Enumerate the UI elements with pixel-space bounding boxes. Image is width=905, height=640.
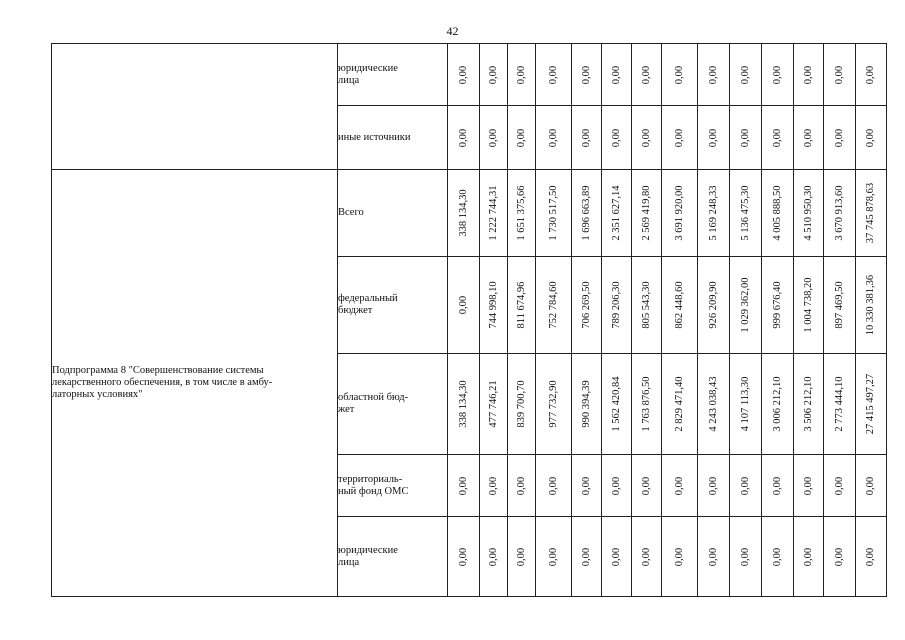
value-text: 0,00 (707, 128, 719, 147)
value-cell (794, 170, 824, 257)
value-cell (730, 170, 762, 257)
value-cell (602, 455, 632, 517)
value-cell (824, 257, 856, 354)
funding-source-label: федеральный бюджет (338, 293, 398, 316)
value-text: 0,00 (707, 547, 719, 566)
value-text: 3 006 212,10 (771, 376, 783, 432)
value-text: 2 829 471,40 (673, 376, 685, 432)
value-text: 811 674,96 (515, 281, 527, 329)
value-text: 5 169 248,33 (707, 185, 719, 241)
value-text: 0,00 (865, 128, 876, 147)
value-text: 0,00 (457, 128, 469, 147)
value-cell (536, 455, 572, 517)
value-text: 338 134,30 (457, 189, 469, 237)
value-cell (794, 44, 824, 106)
value-cell (602, 354, 632, 455)
value-cell (730, 44, 762, 106)
value-cell (794, 106, 824, 170)
value-cell (856, 257, 887, 354)
value-text: 5 136 475,30 (739, 185, 751, 241)
program-name-cell: Подпрограмма 8 "Совершенствование системы лекарственного обеспечения, в том числе в амбу- латорных условиях" (52, 170, 338, 597)
funding-source-cell (338, 106, 448, 170)
value-text: 0,00 (610, 65, 622, 84)
value-cell (662, 257, 698, 354)
value-cell (632, 170, 662, 257)
funding-source-label: территориаль- ный фонд ОМС (338, 473, 409, 497)
value-text: 990 394,39 (580, 380, 592, 428)
value-text: 0,00 (580, 128, 592, 147)
value-text: 10 330 381,36 (865, 274, 876, 336)
value-text: 0,00 (640, 547, 652, 566)
value-text: 0,00 (771, 476, 783, 495)
value-text: 0,00 (771, 128, 783, 147)
value-cell (508, 106, 536, 170)
value-cell (480, 455, 508, 517)
value-cell (536, 517, 572, 597)
funding-source-label: областной бюд- жет (338, 392, 409, 415)
value-text: 839 700,70 (515, 380, 527, 428)
funding-source-cell (338, 170, 448, 257)
value-cell (632, 106, 662, 170)
value-text: 0,00 (457, 65, 469, 84)
value-cell (794, 354, 824, 455)
funding-source-cell (338, 44, 448, 106)
value-cell (730, 455, 762, 517)
value-text: 0,00 (707, 476, 719, 495)
value-text: 1 730 517,50 (547, 185, 559, 241)
value-text: 1 763 876,50 (640, 376, 652, 432)
value-cell (572, 257, 602, 354)
value-cell (824, 354, 856, 455)
value-cell (572, 170, 602, 257)
value-cell (662, 170, 698, 257)
value-cell (698, 354, 730, 455)
value-cell (508, 517, 536, 597)
value-text: 0,00 (833, 547, 845, 566)
value-text: 0,00 (673, 547, 685, 566)
value-text: 3 691 920,00 (673, 185, 685, 241)
value-cell (698, 44, 730, 106)
value-cell (508, 257, 536, 354)
value-text: 0,00 (515, 128, 527, 147)
value-cell (632, 455, 662, 517)
funding-source-label: иные источники (338, 131, 411, 143)
value-text: 0,00 (771, 65, 783, 84)
value-cell (448, 354, 480, 455)
value-text: 0,00 (487, 476, 499, 495)
value-text: 0,00 (515, 547, 527, 566)
value-text: 0,00 (640, 476, 652, 495)
value-cell (602, 517, 632, 597)
value-cell (698, 257, 730, 354)
value-cell (480, 517, 508, 597)
value-text: 0,00 (833, 128, 845, 147)
value-cell (536, 170, 572, 257)
funding-source-label: юридические лица (338, 62, 398, 86)
value-text: 0,00 (487, 128, 499, 147)
value-text: 3 506 212,10 (802, 376, 814, 432)
value-cell (572, 517, 602, 597)
value-text: 4 005 888,50 (771, 185, 783, 241)
value-text: 37 745 878,63 (865, 182, 876, 244)
value-cell (856, 106, 887, 170)
value-cell (508, 354, 536, 455)
value-cell (536, 257, 572, 354)
value-text: 926 209,90 (707, 281, 719, 329)
value-cell (572, 354, 602, 455)
value-text: 706 269,50 (580, 281, 592, 329)
value-cell (698, 455, 730, 517)
value-cell (794, 517, 824, 597)
value-cell (448, 517, 480, 597)
value-text: 0,00 (833, 65, 845, 84)
value-text: 0,00 (802, 128, 814, 147)
value-cell (730, 257, 762, 354)
value-cell (824, 170, 856, 257)
value-text: 0,00 (547, 128, 559, 147)
value-text: 0,00 (865, 476, 876, 495)
value-cell (662, 354, 698, 455)
value-cell (632, 44, 662, 106)
value-cell (448, 106, 480, 170)
value-text: 4 510 950,30 (802, 185, 814, 241)
value-text: 1 029 362,00 (739, 277, 751, 333)
value-cell (572, 455, 602, 517)
value-cell (662, 517, 698, 597)
value-cell (730, 106, 762, 170)
program-name-cell (52, 44, 338, 170)
table-row (52, 170, 887, 257)
value-text: 752 784,60 (547, 281, 559, 329)
value-text: 0,00 (802, 547, 814, 566)
funding-source-cell (338, 257, 448, 354)
value-cell (762, 517, 794, 597)
value-text: 0,00 (640, 128, 652, 147)
value-text: 0,00 (515, 65, 527, 84)
value-cell (698, 517, 730, 597)
value-cell (698, 170, 730, 257)
funding-source-cell (338, 455, 448, 517)
value-cell (856, 517, 887, 597)
value-cell (662, 44, 698, 106)
value-cell (762, 257, 794, 354)
value-text: 999 676,40 (771, 281, 783, 329)
value-cell (448, 170, 480, 257)
value-cell (856, 170, 887, 257)
value-cell (480, 170, 508, 257)
value-text: 0,00 (457, 295, 469, 315)
value-cell (762, 106, 794, 170)
value-text: 1 651 375,66 (515, 185, 527, 241)
value-text: 0,00 (580, 476, 592, 495)
value-text: 0,00 (487, 65, 499, 84)
value-text: 0,00 (580, 65, 592, 84)
value-cell (508, 170, 536, 257)
value-cell (480, 257, 508, 354)
value-text: 1 222 744,31 (487, 185, 499, 241)
value-text: 1 562 420,84 (610, 376, 622, 432)
value-cell (662, 106, 698, 170)
value-text: 4 107 113,30 (739, 376, 751, 432)
value-text: 0,00 (640, 65, 652, 84)
value-cell (698, 106, 730, 170)
value-cell (448, 455, 480, 517)
value-text: 0,00 (457, 476, 469, 495)
value-text: 0,00 (739, 65, 751, 84)
value-cell (508, 44, 536, 106)
value-cell (856, 354, 887, 455)
table-row (52, 44, 887, 106)
value-cell (762, 170, 794, 257)
value-text: 0,00 (673, 128, 685, 147)
value-cell (762, 44, 794, 106)
value-text: 0,00 (865, 547, 876, 566)
value-text: 2 351 627,14 (610, 185, 622, 241)
funding-source-cell (338, 354, 448, 455)
value-cell (536, 44, 572, 106)
page-number: 42 (446, 24, 459, 38)
value-cell (602, 170, 632, 257)
value-text: 0,00 (802, 65, 814, 84)
value-cell (480, 44, 508, 106)
value-cell (762, 455, 794, 517)
value-text: 0,00 (673, 65, 685, 84)
value-text: 1 696 663,89 (580, 185, 592, 241)
value-cell (572, 44, 602, 106)
value-text: 0,00 (802, 476, 814, 495)
funding-source-label: юридические лица (338, 544, 398, 568)
value-cell (824, 517, 856, 597)
value-cell (730, 517, 762, 597)
value-text: 0,00 (547, 476, 559, 495)
value-cell (572, 106, 602, 170)
value-text: 0,00 (739, 547, 751, 566)
value-text: 477 746,21 (487, 380, 499, 428)
value-cell (632, 517, 662, 597)
value-text: 1 004 738,20 (802, 277, 814, 333)
value-text: 4 243 038,43 (707, 376, 719, 432)
value-cell (602, 44, 632, 106)
value-text: 0,00 (457, 547, 469, 566)
value-cell (536, 106, 572, 170)
value-cell (602, 106, 632, 170)
value-cell (448, 257, 480, 354)
value-text: 977 732,90 (547, 380, 559, 428)
value-text: 0,00 (487, 547, 499, 566)
value-cell (662, 455, 698, 517)
value-text: 789 206,30 (610, 281, 622, 329)
value-text: 27 415 497,27 (865, 373, 876, 435)
value-text: 0,00 (580, 547, 592, 566)
funding-source-cell (338, 517, 448, 597)
value-text: 0,00 (547, 547, 559, 566)
value-cell (794, 257, 824, 354)
value-text: 2 773 444,10 (833, 376, 845, 432)
value-cell (824, 44, 856, 106)
value-text: 862 448,60 (673, 281, 685, 329)
value-cell (856, 455, 887, 517)
value-text: 0,00 (739, 476, 751, 495)
value-text: 805 543,30 (640, 281, 652, 329)
value-cell (536, 354, 572, 455)
value-cell (824, 455, 856, 517)
value-cell (762, 354, 794, 455)
value-cell (824, 106, 856, 170)
value-cell (730, 354, 762, 455)
value-text: 0,00 (739, 128, 751, 147)
value-cell (632, 354, 662, 455)
value-text: 0,00 (833, 476, 845, 495)
value-text: 0,00 (707, 65, 719, 84)
value-cell (480, 106, 508, 170)
value-cell (480, 354, 508, 455)
value-cell (448, 44, 480, 106)
value-text: 0,00 (547, 65, 559, 84)
value-text: 2 569 419,80 (640, 185, 652, 241)
funding-source-label: Всего (338, 207, 364, 218)
value-cell (508, 455, 536, 517)
value-text: 744 998,10 (487, 281, 499, 329)
value-text: 0,00 (515, 476, 527, 495)
value-text: 0,00 (865, 65, 876, 84)
value-cell (632, 257, 662, 354)
value-cell (602, 257, 632, 354)
value-text: 0,00 (771, 547, 783, 566)
budget-table (51, 43, 887, 597)
value-cell (794, 455, 824, 517)
value-text: 0,00 (610, 128, 622, 147)
value-text: 0,00 (610, 547, 622, 566)
value-text: 0,00 (673, 476, 685, 495)
value-text: 897 469,50 (833, 281, 845, 329)
value-text: 338 134,30 (457, 380, 469, 428)
value-cell (856, 44, 887, 106)
value-text: 3 670 913,60 (833, 185, 845, 241)
value-text: 0,00 (610, 476, 622, 495)
